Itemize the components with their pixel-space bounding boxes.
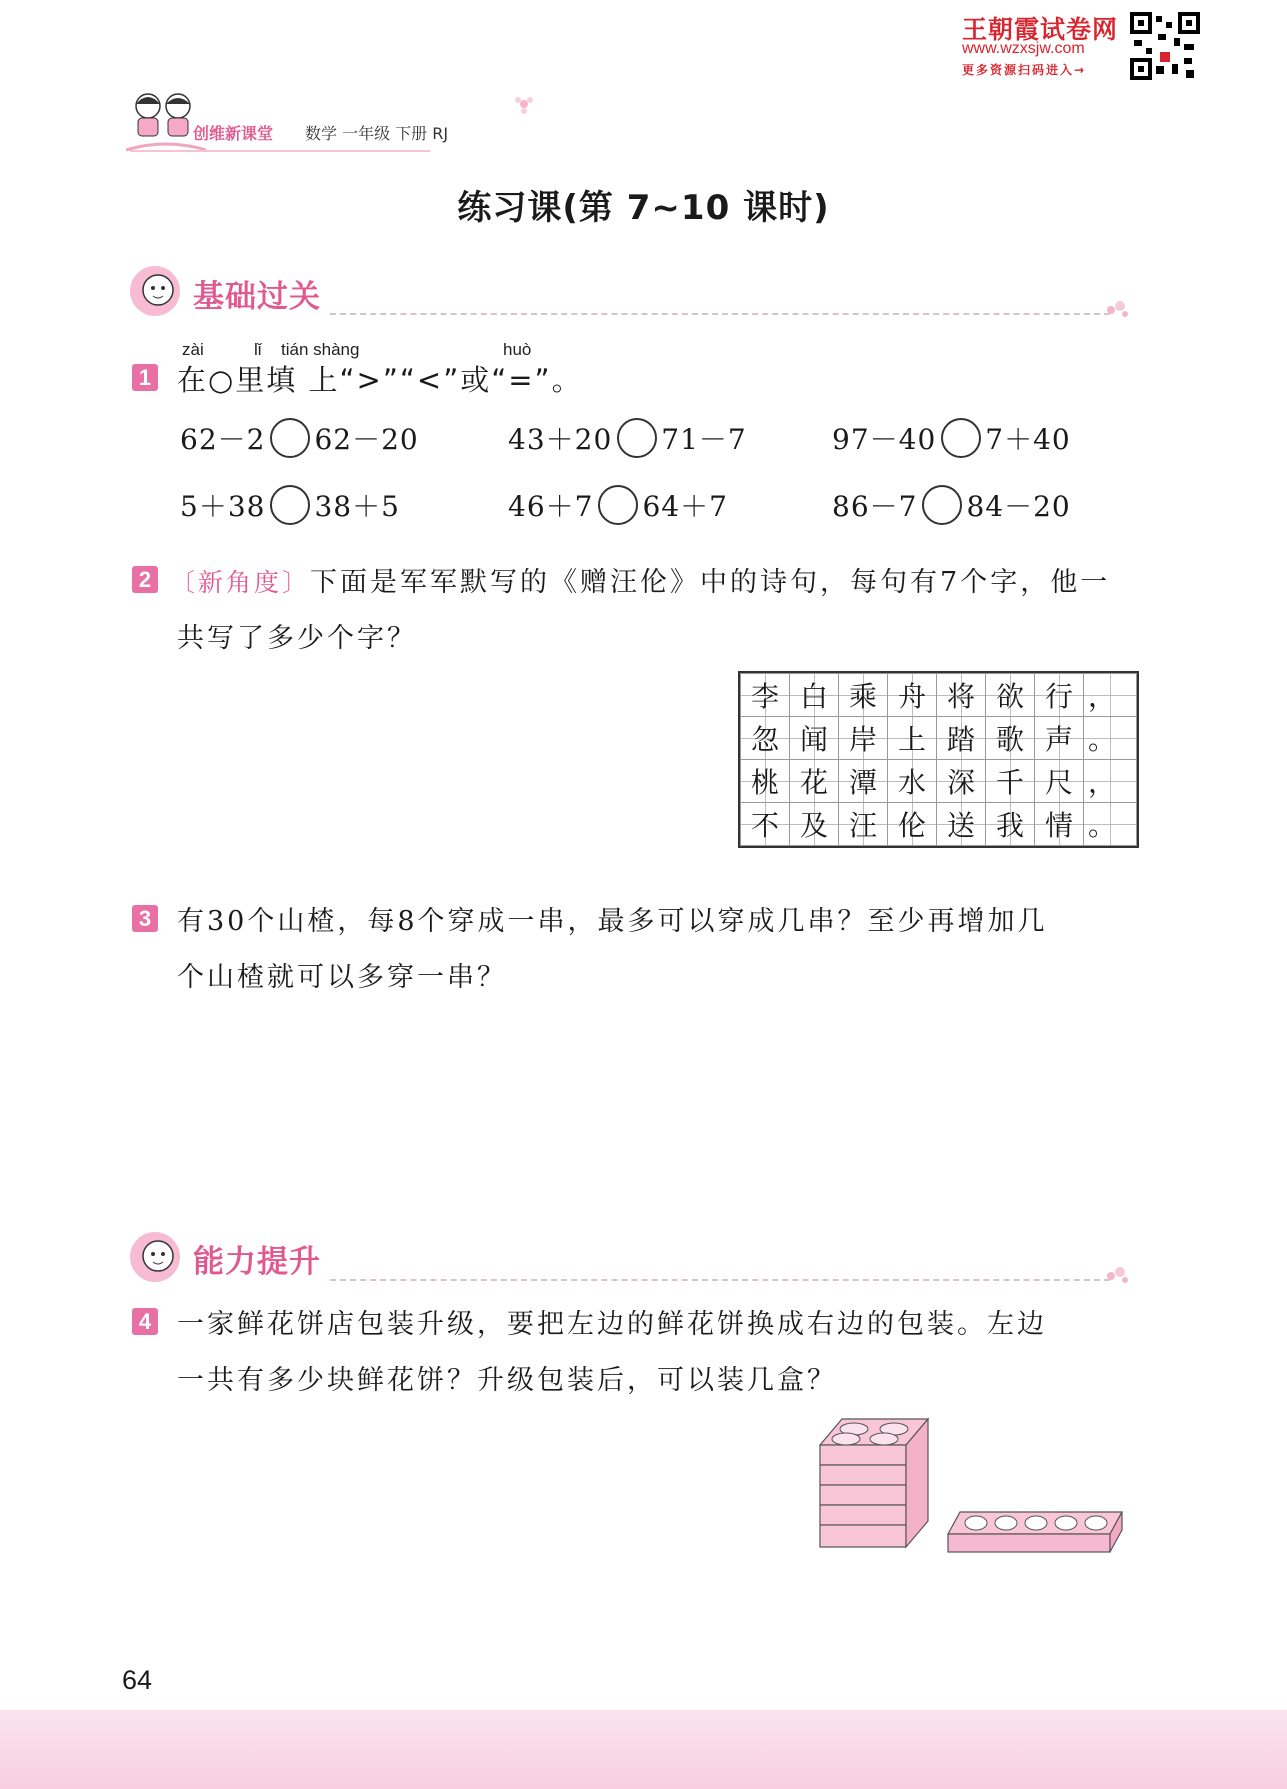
comparison-item: 86－7 84－20 bbox=[832, 485, 1071, 525]
comparison-item: 5＋38 38＋5 bbox=[180, 485, 400, 525]
poem-row: 不 及 汪 伦 送 我 情 。 bbox=[741, 803, 1137, 846]
section-title-advanced: 能力提升 bbox=[193, 1244, 321, 1280]
question-text: 一家鲜花饼店包装升级，要把左边的鲜花饼换成右边的包装。左边 bbox=[177, 1309, 1047, 1340]
question-text: 在○里填 上“>”“<”或“=”。 bbox=[177, 363, 583, 397]
page-title: 练习课(第 7~10 课时) bbox=[457, 188, 830, 228]
stacked-pastry-boxes-icon bbox=[818, 1415, 930, 1551]
question-text-line2: 一共有多少块鲜花饼？升级包装后，可以装几盒？ bbox=[177, 1365, 837, 1396]
section-divider bbox=[330, 1279, 1110, 1281]
new-angle-tag: 〔新角度〕 bbox=[170, 568, 311, 597]
question-number: 2 bbox=[132, 566, 158, 593]
question-number: 4 bbox=[132, 1308, 158, 1335]
brand-tagline: 更多资源扫码进入→ bbox=[962, 63, 1087, 77]
answer-circle[interactable] bbox=[598, 485, 638, 525]
comparison-item: 43＋20 71－7 bbox=[508, 418, 747, 458]
dots-decoration-icon bbox=[1105, 298, 1131, 320]
question-text: 〔新角度〕下面是军军默写的《赠汪伦》中的诗句，每句有7个字，他一 bbox=[170, 567, 1111, 598]
question-number: 1 bbox=[132, 364, 158, 391]
comparison-item: 46＋7 64＋7 bbox=[508, 485, 728, 525]
question-text-line2: 个山楂就可以多穿一串？ bbox=[177, 962, 507, 993]
answer-circle[interactable] bbox=[617, 418, 657, 458]
section-title-basic: 基础过关 bbox=[193, 279, 321, 315]
pinyin-tian-shang: tián shàng bbox=[281, 340, 360, 359]
poem-row: 忽 闻 岸 上 踏 歌 声 。 bbox=[741, 717, 1137, 760]
poem-row: 李 白 乘 舟 将 欲 行 ， bbox=[741, 674, 1137, 717]
pinyin-huo: huò bbox=[503, 340, 532, 359]
brand-url[interactable]: www.wzxsjw.com bbox=[962, 40, 1085, 57]
header-underline bbox=[130, 150, 430, 152]
qr-code-icon[interactable] bbox=[1130, 12, 1200, 80]
brand-title: 王朝霞试卷网 bbox=[962, 15, 1119, 44]
answer-circle[interactable] bbox=[270, 485, 310, 525]
answer-circle[interactable] bbox=[922, 485, 962, 525]
poem-row: 桃 花 潭 水 深 千 尺 ， bbox=[741, 760, 1137, 803]
subject-label: 数学 一年级 下册 RJ bbox=[305, 124, 449, 143]
section-divider bbox=[330, 313, 1110, 315]
footer-band bbox=[0, 1710, 1287, 1789]
answer-circle[interactable] bbox=[270, 418, 310, 458]
comparison-item: 97－40 7＋40 bbox=[832, 418, 1071, 458]
pastry-tray-icon bbox=[946, 1506, 1124, 1556]
series-name: 创维新课堂 bbox=[193, 124, 274, 143]
question-number: 3 bbox=[132, 905, 158, 932]
dots-decoration-icon bbox=[1105, 1264, 1131, 1286]
comparison-item: 62－2 62－20 bbox=[180, 418, 419, 458]
pinyin-zai: zài bbox=[182, 340, 204, 359]
section-mascot-icon bbox=[128, 1230, 182, 1284]
question-text: 有30个山楂，每8个穿成一串，最多可以穿成几串？至少再增加几 bbox=[177, 906, 1048, 937]
answer-circle[interactable] bbox=[941, 418, 981, 458]
pinyin-li: lǐ bbox=[254, 340, 262, 359]
poem-grid bbox=[738, 671, 1139, 848]
flower-decoration-icon bbox=[512, 92, 536, 116]
question-text-line2: 共写了多少个字？ bbox=[177, 623, 417, 654]
section-mascot-icon bbox=[128, 264, 182, 318]
page-number: 64 bbox=[122, 1665, 153, 1695]
